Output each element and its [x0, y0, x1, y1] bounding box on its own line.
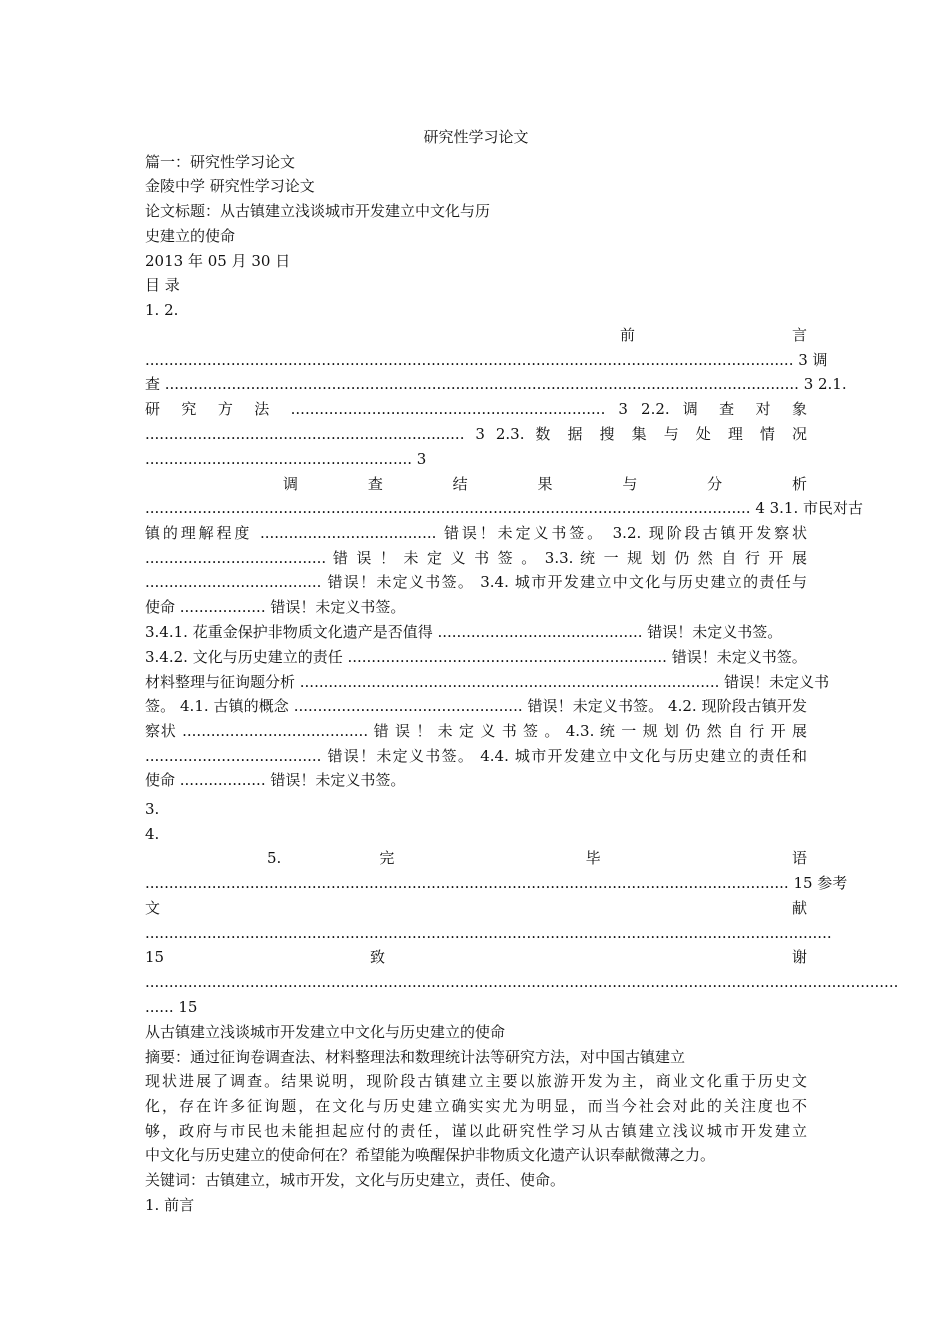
toc-entry: ...................................... 错 误 ！ 未 定 义 书 签 。 3.3. 统 一 规 划 仍 然 自 行 开 展 [145, 549, 807, 567]
document-title: 研究性学习论文 [423, 128, 529, 146]
toc-entry: 镇的理解程度 ..................................... 错误！未定义书签。 3.2. 现阶段古镇开发察状 [145, 524, 807, 542]
toc-entry: 使命 .................. 错误！未定义书签。 [145, 771, 406, 789]
abstract-line: 化，存在许多征询题，在文化与历史建立确实实尤为明显，而当今社会对此的关注度也不 [145, 1097, 807, 1115]
section-heading: 从古镇建立浅谈城市开发建立中文化与历史建立的使命 [145, 1023, 506, 1041]
toc-entry: 察状 ....................................... 错 误 ！ 未 定 义 书 签 。 4.3. 统 一 规 划 仍 然 自 行 开 展 [145, 722, 807, 740]
text-line: 史建立的使命 [145, 227, 236, 245]
section-heading: 1. 前言 [145, 1196, 195, 1214]
text-line: 论文标题：从古镇建立浅谈城市开发建立中文化与历 [145, 202, 491, 220]
toc-entry: ........................................................................................................................................ 3 调 [145, 351, 828, 369]
abstract-line: 摘要：通过征询卷调查法、材料整理法和数理统计法等研究方法，对中国古镇建立 [145, 1048, 686, 1066]
text-line: 3. [145, 800, 160, 818]
toc-heading: 目 录 [145, 276, 180, 294]
toc-entry: 调 查 结 果 与 分 析 [283, 475, 807, 493]
text-line: 金陵中学 研究性学习论文 [145, 177, 315, 195]
keywords-line: 关键词：古镇建立，城市开发，文化与历史建立，责任、使命。 [145, 1171, 566, 1189]
toc-entry: 研 究 方 法 .................................................................. 3 2.2. 调 查 对 象 [145, 400, 807, 418]
toc-entry: ....................................................................................................................................... 15 参考 [145, 874, 848, 892]
toc-entry: ............................................................................................................................... 4 3.1. 市民对古 [145, 499, 864, 517]
abstract-line: 中文化与历史建立的使命何在？希望能为唤醒保护非物质文化遗产认识奉献微薄之力。 [145, 1146, 716, 1164]
abstract-line: 现状进展了调查。结果说明，现阶段古镇建立主要以旅游开发为主，商业文化重于历史文 [145, 1072, 807, 1090]
toc-entry: 3.4.1. 花重金保护非物质文化遗产是否值得 ........................................... 错误！未定义书签。 [145, 623, 783, 641]
toc-entry: ........................................................ 3 [145, 450, 427, 468]
toc-entry: ..................................... 错误！未定义书签。 4.4. 城市开发建立中文化与历史建立的责任和 [145, 747, 807, 765]
toc-entry: 15 致 谢 [145, 948, 807, 966]
toc-entry: 3.4.2. 文化与历史建立的责任 ................................................................... 错误！未定义书签。 [145, 648, 807, 666]
toc-entry: ................................................................................................................................................ [145, 924, 832, 942]
toc-entry: 签。 4.1. 古镇的概念 ................................................ 错误！未定义书签。 4.2. 现阶段古镇开发 [145, 697, 807, 715]
toc-entry: 查 ..................................................................................................................................... 3 2.1. [145, 375, 847, 393]
toc-entry: ...... 15 [145, 998, 198, 1016]
text-line: 1. 2. [145, 301, 179, 319]
toc-entry: 前 言 [620, 326, 807, 344]
toc-entry: 材料整理与征询题分析 ........................................................................................ 错误！未定义书 [145, 673, 830, 691]
toc-entry: 使命 .................. 错误！未定义书签。 [145, 598, 406, 616]
toc-entry: 文 献 [145, 899, 807, 917]
text-line: 4. [145, 825, 160, 843]
text-line: 2013 年 05 月 30 日 [145, 252, 291, 270]
toc-entry: ................................................................... 3 2.3. 数 据 搜 集 与 处 理 情 况 [145, 425, 807, 443]
toc-entry: ..................................... 错误！未定义书签。 3.4. 城市开发建立中文化与历史建立的责任与 [145, 573, 807, 591]
abstract-line: 够，政府与市民也未能担起应付的责任，谨以此研究性学习从古镇建立浅议城市开发建立 [145, 1122, 807, 1140]
text-line: 篇一：研究性学习论文 [145, 153, 296, 171]
toc-entry: 5. 完 毕 语 [267, 849, 807, 867]
toc-entry: .............................................................................................................................................................. [145, 973, 899, 991]
